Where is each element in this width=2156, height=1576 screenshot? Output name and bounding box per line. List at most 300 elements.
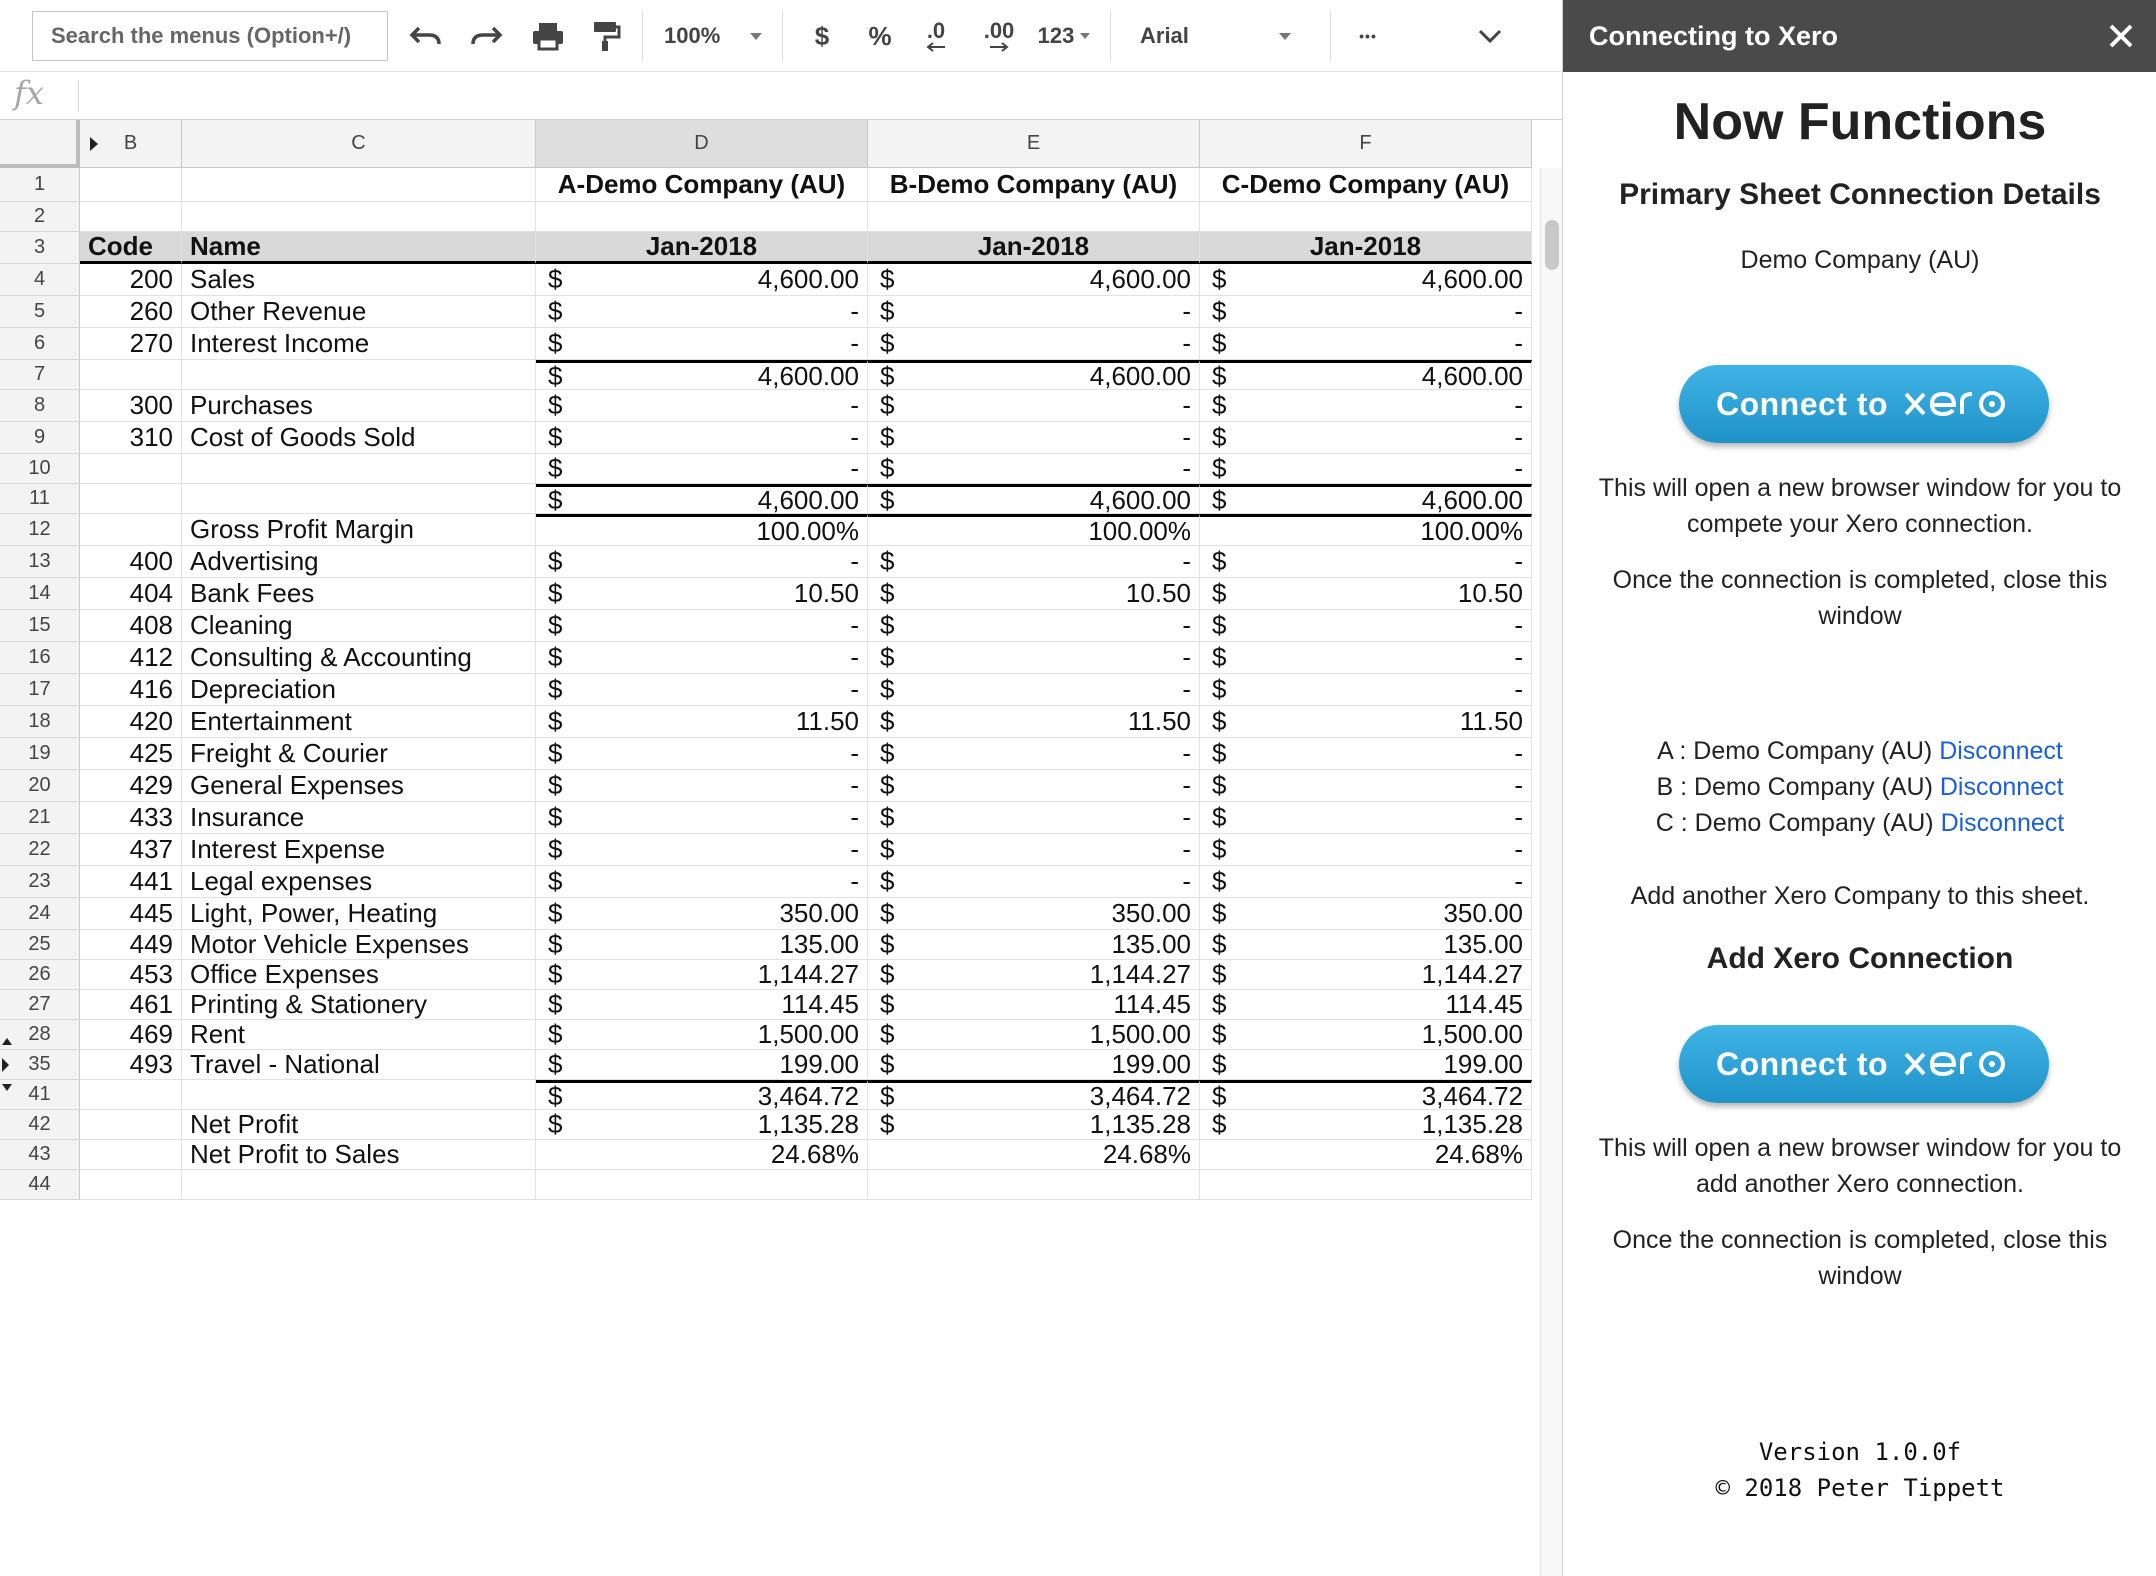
more-options-icon[interactable]: •••: [1359, 28, 1377, 44]
currency-symbol: $: [548, 738, 563, 768]
cell-f[interactable]: [1200, 232, 1532, 264]
cell-d[interactable]: [536, 642, 868, 674]
toolbar: [0, 0, 1562, 72]
paint-format-icon[interactable]: [584, 0, 628, 72]
currency-symbol: $: [1212, 706, 1227, 736]
cell-f[interactable]: [1200, 422, 1532, 454]
cell-f[interactable]: [1200, 706, 1532, 738]
cell-f[interactable]: [1200, 454, 1532, 484]
cell-b[interactable]: [80, 642, 182, 674]
cell-b[interactable]: [80, 514, 182, 546]
cell-value: 100.00%: [1420, 515, 1523, 546]
row-number[interactable]: 42: [0, 1110, 80, 1140]
cell-e[interactable]: [868, 360, 1200, 390]
cell-d[interactable]: [536, 514, 868, 546]
cell-c[interactable]: [182, 738, 536, 770]
table-row: [0, 1080, 1562, 1110]
cell-b[interactable]: [80, 930, 182, 960]
row-number[interactable]: 7: [0, 360, 80, 390]
account-code: 300: [129, 390, 173, 420]
row-number[interactable]: 4: [0, 264, 80, 296]
cell-b[interactable]: [80, 706, 182, 738]
cell-c[interactable]: [182, 168, 536, 202]
cell-e[interactable]: [868, 930, 1200, 960]
cell-f[interactable]: [1200, 1140, 1532, 1170]
row-number[interactable]: 21: [0, 802, 80, 834]
cell-d[interactable]: [536, 802, 868, 834]
cell-b[interactable]: [80, 770, 182, 802]
cell-value: -: [1182, 834, 1191, 864]
cell-f[interactable]: [1200, 930, 1532, 960]
cell-value: 4,600.00: [1089, 360, 1191, 390]
cell-f[interactable]: [1200, 1170, 1532, 1200]
cell-c[interactable]: [182, 484, 536, 514]
cell-value: B-Demo Company (AU): [889, 169, 1178, 199]
cell-b[interactable]: [80, 232, 182, 264]
cell-c[interactable]: [182, 360, 536, 390]
cell-f[interactable]: [1200, 202, 1532, 232]
row-number[interactable]: 20: [0, 770, 80, 802]
cell-e[interactable]: [868, 1050, 1200, 1080]
cell-b[interactable]: [80, 1110, 182, 1140]
cell-c[interactable]: [182, 390, 536, 422]
cell-e[interactable]: [868, 802, 1200, 834]
cell-c[interactable]: [182, 898, 536, 930]
increase-decimal-button[interactable]: .00: [974, 0, 1024, 72]
disconnect-link[interactable]: Disconnect: [1939, 737, 2063, 765]
cell-d[interactable]: [536, 484, 868, 514]
row-number[interactable]: 13: [0, 546, 80, 578]
row-number[interactable]: 15: [0, 610, 80, 642]
cell-b[interactable]: [80, 168, 182, 202]
cell-d[interactable]: [536, 1140, 868, 1170]
cell-f[interactable]: [1200, 1080, 1532, 1110]
cell-c[interactable]: [182, 202, 536, 232]
account-code: 453: [129, 960, 173, 989]
table-row: [0, 802, 1562, 834]
cell-c[interactable]: [182, 296, 536, 328]
cell-f[interactable]: [1200, 1020, 1532, 1050]
cell-b[interactable]: [80, 802, 182, 834]
cell-c[interactable]: [182, 328, 536, 360]
cell-value: 114.45: [1113, 990, 1191, 1019]
cell-d[interactable]: [536, 674, 868, 706]
cell-e[interactable]: [868, 514, 1200, 546]
cell-f[interactable]: [1200, 610, 1532, 642]
cell-f[interactable]: [1200, 990, 1532, 1020]
cell-e[interactable]: [868, 264, 1200, 296]
cell-c[interactable]: [182, 770, 536, 802]
cell-f[interactable]: [1200, 546, 1532, 578]
cell-b[interactable]: [80, 484, 182, 514]
row-number[interactable]: 35: [0, 1050, 80, 1080]
cell-b[interactable]: [80, 738, 182, 770]
currency-symbol: $: [880, 390, 895, 420]
cell-value: -: [1182, 454, 1191, 483]
row-number[interactable]: 3: [0, 232, 80, 264]
cell-d[interactable]: [536, 990, 868, 1020]
row-number[interactable]: 16: [0, 642, 80, 674]
cell-value: 199.00: [1443, 1050, 1523, 1079]
cell-b[interactable]: [80, 578, 182, 610]
cell-b[interactable]: [80, 202, 182, 232]
hidden-rows-arrow-icon[interactable]: [2, 1058, 9, 1072]
connection-item: A : Demo Company (AU) Disconnect: [1657, 737, 2063, 765]
percent-format-button[interactable]: %: [868, 20, 892, 51]
row-number[interactable]: 14: [0, 578, 80, 610]
cell-d[interactable]: [536, 422, 868, 454]
account-name: Motor Vehicle Expenses: [190, 930, 469, 959]
cell-d[interactable]: [536, 610, 868, 642]
cell-c[interactable]: [182, 1080, 536, 1110]
cell-c[interactable]: [182, 960, 536, 990]
cell-d[interactable]: [536, 168, 868, 202]
cell-e[interactable]: [868, 1170, 1200, 1200]
cell-c[interactable]: [182, 514, 536, 546]
table-row: [0, 898, 1562, 930]
cell-f[interactable]: [1200, 328, 1532, 360]
cell-value: -: [850, 422, 859, 452]
cell-e[interactable]: [868, 738, 1200, 770]
cell-c[interactable]: [182, 578, 536, 610]
cell-f[interactable]: [1200, 898, 1532, 930]
sidebar-heading: Now Functions: [1673, 93, 2047, 151]
row-number[interactable]: 22: [0, 834, 80, 866]
menu-search-input[interactable]: [32, 11, 388, 61]
cell-c[interactable]: [182, 1050, 536, 1080]
cell-d[interactable]: [536, 770, 868, 802]
add-xero-connection-button[interactable]: Connect to: [1679, 1025, 2049, 1103]
cell-b[interactable]: [80, 360, 182, 390]
close-icon[interactable]: [2103, 18, 2139, 54]
cell-c[interactable]: [182, 232, 536, 264]
row-number[interactable]: 19: [0, 738, 80, 770]
cell-d[interactable]: [536, 578, 868, 610]
cell-f[interactable]: [1200, 674, 1532, 706]
disconnect-link[interactable]: Disconnect: [1939, 773, 2064, 801]
zoom-select[interactable]: [664, 0, 784, 72]
cell-b[interactable]: [80, 960, 182, 990]
cell-e[interactable]: [868, 454, 1200, 484]
cell-b[interactable]: [80, 328, 182, 360]
cell-e[interactable]: [868, 610, 1200, 642]
column-header-b[interactable]: B: [80, 120, 182, 168]
cell-e[interactable]: [868, 1110, 1200, 1140]
cell-value: 1,500.00: [1089, 1020, 1191, 1049]
cell-e[interactable]: [868, 1080, 1200, 1110]
currency-symbol: $: [548, 834, 563, 864]
cell-d[interactable]: [536, 360, 868, 390]
column-header-e[interactable]: E: [868, 120, 1200, 168]
cell-value: -: [1514, 328, 1523, 358]
font-select[interactable]: [1140, 0, 1300, 72]
cell-f[interactable]: [1200, 264, 1532, 296]
cell-f[interactable]: [1200, 360, 1532, 390]
disconnect-link[interactable]: Disconnect: [1940, 809, 2065, 837]
cell-b[interactable]: [80, 454, 182, 484]
currency-format-button[interactable]: $: [814, 20, 830, 51]
row-number[interactable]: 27: [0, 990, 80, 1020]
cell-b[interactable]: [80, 1050, 182, 1080]
cell-b[interactable]: [80, 296, 182, 328]
cell-b[interactable]: [80, 866, 182, 898]
cell-value: -: [850, 546, 859, 576]
cell-value: 11.50: [1127, 706, 1191, 736]
cell-e[interactable]: [868, 578, 1200, 610]
redo-icon[interactable]: [464, 0, 508, 72]
cell-value: 135.00: [1443, 930, 1523, 959]
row-number[interactable]: 10: [0, 454, 80, 484]
currency-symbol: $: [548, 296, 563, 326]
currency-symbol: $: [1212, 422, 1227, 452]
cell-c[interactable]: [182, 706, 536, 738]
cell-e[interactable]: [868, 642, 1200, 674]
cell-value: 4,600.00: [1089, 264, 1191, 294]
cell-value: 11.50: [1459, 706, 1523, 736]
cell-f[interactable]: [1200, 960, 1532, 990]
cell-d[interactable]: [536, 898, 868, 930]
row-number[interactable]: 26: [0, 960, 80, 990]
cell-d[interactable]: [536, 1020, 868, 1050]
cell-e[interactable]: [868, 960, 1200, 990]
sidebar-subheading: Primary Sheet Connection Details: [1619, 178, 2101, 211]
cell-b[interactable]: [80, 898, 182, 930]
account-code: 449: [129, 930, 173, 959]
cell-value: -: [850, 802, 859, 832]
collapse-toolbar-icon[interactable]: [1470, 0, 1510, 72]
cell-f[interactable]: [1200, 642, 1532, 674]
cell-value: 4,600.00: [757, 484, 859, 514]
currency-symbol: $: [1212, 610, 1227, 640]
cell-d[interactable]: [536, 1110, 868, 1140]
cell-b[interactable]: [80, 834, 182, 866]
table-row: [0, 360, 1562, 390]
table-row: [0, 484, 1562, 514]
cell-c[interactable]: [182, 990, 536, 1020]
select-all-corner[interactable]: [0, 120, 80, 168]
cell-b[interactable]: [80, 990, 182, 1020]
cell-b[interactable]: [80, 264, 182, 296]
cell-b[interactable]: [80, 1170, 182, 1200]
row-number[interactable]: 17: [0, 674, 80, 706]
cell-d[interactable]: [536, 930, 868, 960]
vertical-scrollbar[interactable]: [1540, 168, 1562, 1576]
row-number[interactable]: 1: [0, 168, 80, 202]
cell-d[interactable]: [536, 328, 868, 360]
cell-value: 4,600.00: [1421, 484, 1523, 514]
cell-d[interactable]: [536, 1050, 868, 1080]
cell-value: -: [1514, 546, 1523, 576]
cell-e[interactable]: [868, 546, 1200, 578]
expand-hidden-columns-icon[interactable]: [90, 137, 98, 151]
formula-input[interactable]: [90, 72, 1550, 120]
cell-e[interactable]: [868, 866, 1200, 898]
cell-e[interactable]: [868, 898, 1200, 930]
cell-value: 10.50: [793, 578, 859, 608]
row-number[interactable]: 8: [0, 390, 80, 422]
cell-e[interactable]: [868, 202, 1200, 232]
cell-b[interactable]: [80, 610, 182, 642]
currency-symbol: $: [880, 360, 895, 390]
cell-d[interactable]: [536, 232, 868, 264]
cell-value: -: [850, 610, 859, 640]
number-format-select[interactable]: 123: [1034, 0, 1094, 72]
cell-e[interactable]: [868, 168, 1200, 202]
cell-f[interactable]: [1200, 1050, 1532, 1080]
cell-b[interactable]: [80, 422, 182, 454]
currency-symbol: $: [880, 802, 895, 832]
cell-d[interactable]: [536, 264, 868, 296]
row-number[interactable]: 24: [0, 898, 80, 930]
cell-c[interactable]: [182, 1170, 536, 1200]
hidden-rows-arrow-icon[interactable]: [2, 1038, 12, 1045]
cell-c[interactable]: [182, 264, 536, 296]
cell-e[interactable]: [868, 770, 1200, 802]
cell-b[interactable]: [80, 1140, 182, 1170]
row-number[interactable]: 25: [0, 930, 80, 960]
cell-e[interactable]: [868, 484, 1200, 514]
row-number[interactable]: 11: [0, 484, 80, 514]
scrollbar-thumb[interactable]: [1545, 220, 1559, 270]
cell-c[interactable]: [182, 1140, 536, 1170]
cell-value: 199.00: [779, 1050, 859, 1079]
cell-d[interactable]: [536, 960, 868, 990]
cell-value: Jan-2018: [1309, 232, 1422, 261]
cell-b[interactable]: [80, 546, 182, 578]
currency-symbol: $: [1212, 1050, 1227, 1079]
cell-c[interactable]: [182, 546, 536, 578]
connect-to-xero-button[interactable]: Connect to: [1679, 365, 2049, 443]
cell-f[interactable]: [1200, 770, 1532, 802]
spreadsheet-grid: [0, 120, 1562, 1576]
currency-symbol: $: [548, 360, 563, 390]
cell-e[interactable]: [868, 834, 1200, 866]
cell-e[interactable]: [868, 1140, 1200, 1170]
cell-d[interactable]: [536, 706, 868, 738]
cell-e[interactable]: [868, 328, 1200, 360]
cell-e[interactable]: [868, 1020, 1200, 1050]
table-row: [0, 264, 1562, 296]
cell-f[interactable]: [1200, 1110, 1532, 1140]
currency-symbol: $: [1212, 296, 1227, 326]
cell-d[interactable]: [536, 202, 868, 232]
account-name: Gross Profit Margin: [190, 514, 414, 544]
table-row: [0, 168, 1562, 202]
cell-value: -: [1514, 834, 1523, 864]
cell-c[interactable]: [182, 674, 536, 706]
cell-c[interactable]: [182, 834, 536, 866]
cell-e[interactable]: [868, 990, 1200, 1020]
row-number[interactable]: 43: [0, 1140, 80, 1170]
cell-f[interactable]: [1200, 390, 1532, 422]
row-number[interactable]: 2: [0, 202, 80, 232]
cell-c[interactable]: [182, 802, 536, 834]
cell-b[interactable]: [80, 390, 182, 422]
row-number[interactable]: 28: [0, 1020, 80, 1050]
currency-symbol: $: [548, 546, 563, 576]
add-connection-heading: Add Xero Connection: [1706, 942, 2014, 975]
print-icon[interactable]: [524, 0, 572, 72]
cell-value: -: [850, 770, 859, 800]
cell-d[interactable]: [536, 1080, 868, 1110]
cell-d[interactable]: [536, 1170, 868, 1200]
account-name: Interest Expense: [190, 834, 386, 864]
cell-d[interactable]: [536, 834, 868, 866]
column-header-c[interactable]: C: [182, 120, 536, 168]
fx-icon: fx: [14, 74, 44, 112]
cell-f[interactable]: [1200, 738, 1532, 770]
cell-b[interactable]: [80, 1080, 182, 1110]
cell-e[interactable]: [868, 296, 1200, 328]
cell-c[interactable]: [182, 930, 536, 960]
cell-f[interactable]: [1200, 578, 1532, 610]
cell-d[interactable]: [536, 296, 868, 328]
cell-d[interactable]: [536, 454, 868, 484]
column-header-f[interactable]: F: [1200, 120, 1532, 168]
cell-f[interactable]: [1200, 834, 1532, 866]
cell-f[interactable]: [1200, 296, 1532, 328]
cell-c[interactable]: [182, 642, 536, 674]
row-number[interactable]: 9: [0, 422, 80, 454]
cell-c[interactable]: [182, 454, 536, 484]
cell-b[interactable]: [80, 1020, 182, 1050]
row-number[interactable]: 6: [0, 328, 80, 360]
close-note-primary: Once the connection is completed, close this window: [1612, 566, 2108, 630]
row-number[interactable]: 5: [0, 296, 80, 328]
table-row: [0, 578, 1562, 610]
row-number[interactable]: 23: [0, 866, 80, 898]
currency-symbol: $: [548, 328, 563, 358]
cell-b[interactable]: [80, 674, 182, 706]
cell-c[interactable]: [182, 610, 536, 642]
column-header-d[interactable]: D: [536, 120, 868, 168]
account-name: General Expenses: [190, 770, 404, 800]
cell-c[interactable]: [182, 1020, 536, 1050]
cell-f[interactable]: [1200, 866, 1532, 898]
cell-f[interactable]: [1200, 484, 1532, 514]
account-code: 493: [129, 1050, 173, 1079]
cell-e[interactable]: [868, 706, 1200, 738]
currency-symbol: $: [548, 390, 563, 420]
currency-symbol: $: [880, 422, 895, 452]
cell-value: -: [850, 296, 859, 326]
cell-f[interactable]: [1200, 168, 1532, 202]
cell-d[interactable]: [536, 866, 868, 898]
cell-e[interactable]: [868, 390, 1200, 422]
cell-e[interactable]: [868, 674, 1200, 706]
cell-value: 24.68%: [1102, 1140, 1191, 1169]
cell-f[interactable]: [1200, 514, 1532, 546]
undo-icon[interactable]: [404, 0, 448, 72]
cell-d[interactable]: [536, 738, 868, 770]
cell-value: -: [1514, 674, 1523, 704]
cell-c[interactable]: [182, 422, 536, 454]
cell-d[interactable]: [536, 390, 868, 422]
row-number[interactable]: 12: [0, 514, 80, 546]
hidden-rows-arrow-icon[interactable]: [2, 1084, 12, 1091]
cell-e[interactable]: [868, 232, 1200, 264]
cell-d[interactable]: [536, 546, 868, 578]
table-row: [0, 930, 1562, 960]
row-number[interactable]: 18: [0, 706, 80, 738]
cell-f[interactable]: [1200, 802, 1532, 834]
row-number[interactable]: 41: [0, 1080, 80, 1110]
row-number[interactable]: 44: [0, 1170, 80, 1200]
cell-e[interactable]: [868, 422, 1200, 454]
cell-c[interactable]: [182, 1110, 536, 1140]
cell-c[interactable]: [182, 866, 536, 898]
decrease-decimal-button[interactable]: .0: [914, 0, 958, 72]
